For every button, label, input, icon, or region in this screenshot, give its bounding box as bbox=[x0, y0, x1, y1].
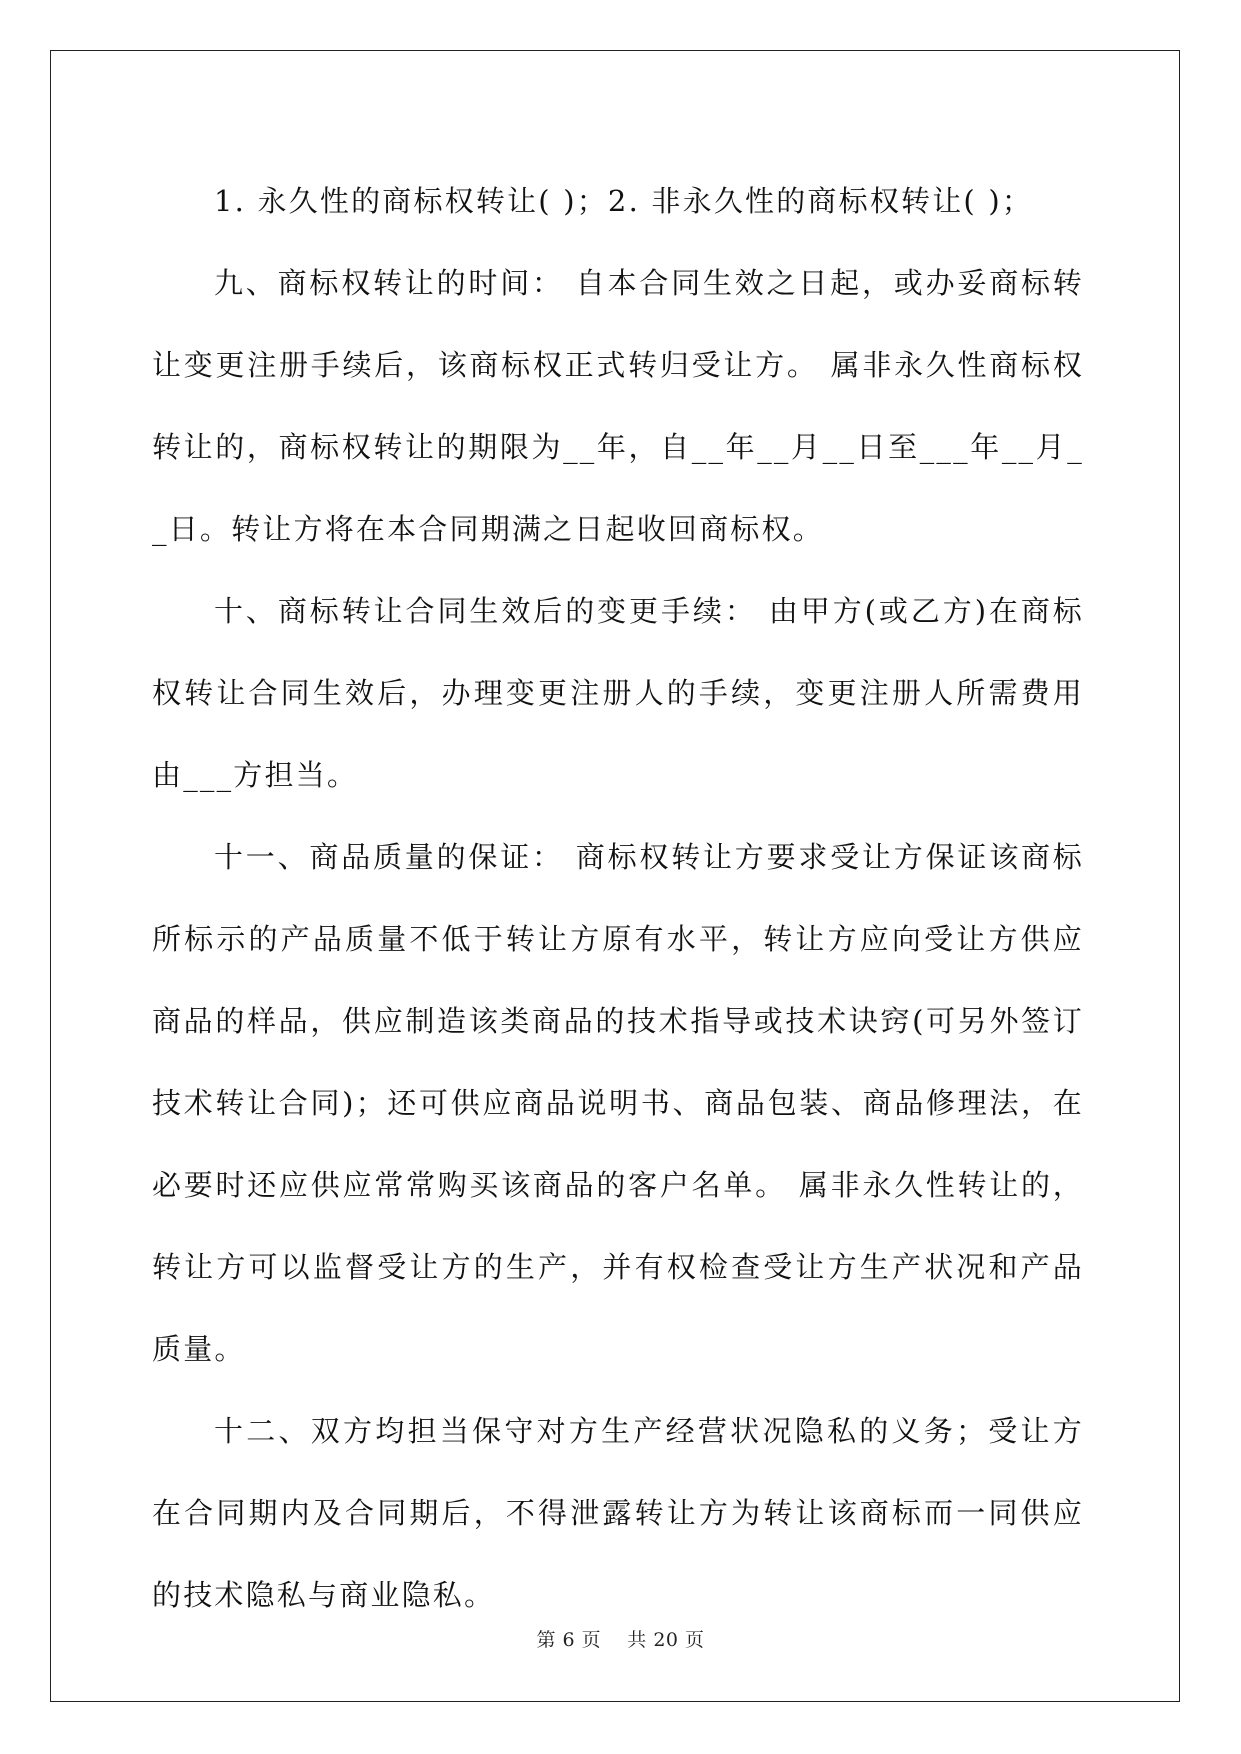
document-body bbox=[152, 160, 1084, 1636]
clause-12-confidentiality: 十二、双方均担当保守对方生产经营状况隐私的义务；受让方在合同期内及合同期后，不得泄露转让方为转让该商标而一同供应的技术隐私与商业隐私。 bbox=[152, 1414, 1084, 1612]
clause-10-change-procedure: 十、商标转让合同生效后的变更手续： 由甲方(或乙方)在商标权转让合同生效后，办理变更注册人的手续，变更注册人所需费用由___方担当。 bbox=[152, 594, 1084, 792]
clause-11-quality-guarantee: 十一、商品质量的保证： 商标权转让方要求受让方保证该商标所标示的产品质量不低于转让方原有水平，转让方应向受让方供应商品的样品，供应制造该类商品的技术指导或技术诀窍(可另外签订技术转让合同)；还可供应商品说明书、商品包装、商品修理法，在必要时还应供应常常购买该商品的客户名单。 属非永久性转让的，转让方可以监督受让方的生产，并有权检查受让方生产状况和产品质量。 bbox=[152, 840, 1084, 1366]
page-number: 第 6 页 bbox=[536, 1629, 602, 1651]
clause-transfer-type: 1. 永久性的商标权转让( )；2. 非永久性的商标权转让( )； bbox=[214, 184, 1034, 218]
page-total: 共 20 页 bbox=[627, 1629, 705, 1651]
clause-9-transfer-time: 九、商标权转让的时间： 自本合同生效之日起，或办妥商标转让变更注册手续后，该商标权正式转归受让方。 属非永久性商标权转让的，商标权转让的期限为__年，自__年__月__日至___年__月__日。转让方将在本合同期满之日起收回商标权。 bbox=[152, 266, 1084, 546]
page-footer bbox=[0, 1625, 1241, 1652]
